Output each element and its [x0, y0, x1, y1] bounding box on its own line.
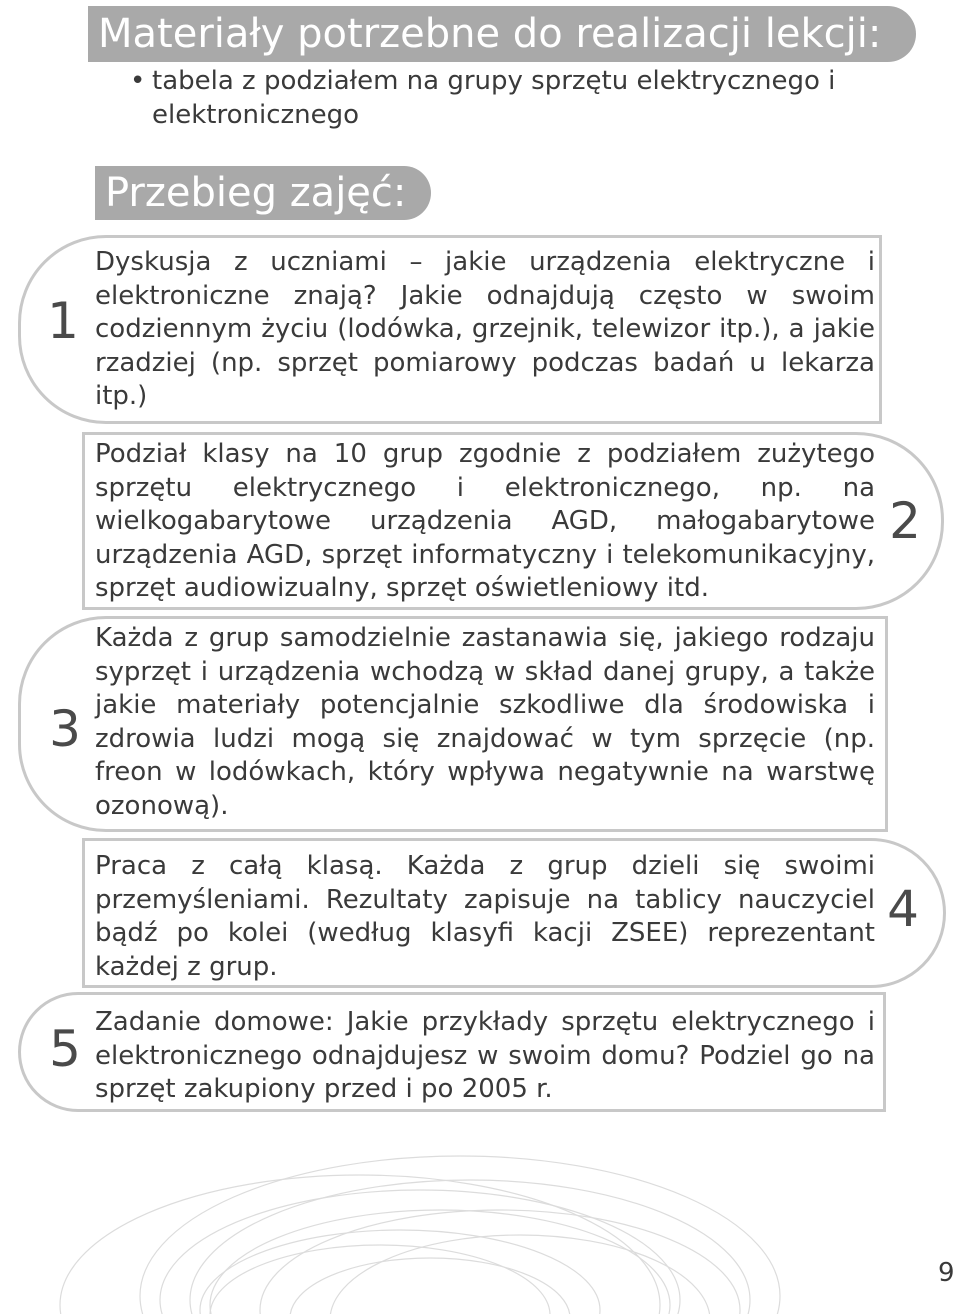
step-3-text: Każda z grup samodzielnie zastanawia się, jakiego rodzaju syprzęt i urządzenia wchodzą w skład danej grupy, a także jakie materiały potencjalnie szkodliwe dla środowiska i zdrowia ludzi mogą się znajdować w tym sprzęcie (np. freon w lodówkach, który wpływa negatywnie na warstwę ozonową). [95, 623, 875, 821]
page-number: 9 [938, 1258, 955, 1288]
step-3-number: 3 [49, 700, 81, 758]
course-header: Przebieg zajęć: [95, 166, 431, 220]
materials-header: Materiały potrzebne do realizacji lekcji: [88, 6, 916, 62]
materials-item-text: tabela z podziałem na grupy sprzętu elektrycznego i elektronicznego [152, 66, 836, 130]
materials-list-item [130, 64, 850, 132]
step-4-text: Praca z całą klasą. Każda z grup dzieli się swoimi przemyśleniami. Rezultaty zapisuje na tablicy nauczyciel bądź po kolei (według klasyfi kacji ZSEE) reprezentant każdej z grup. [95, 851, 875, 982]
step-1-text: Dyskusja z uczniami – jakie urządzenia elektryczne i elektroniczne znają? Jakie odnajdują często w swoim codziennym życiu (lodówka, grzejnik, telewizor itp.), a jakie rzadziej (np. sprzęt pomiarowy podczas badań u lekarza itp.) [95, 247, 875, 411]
step-2-text: Podział klasy na 10 grup zgodnie z podziałem zużytego sprzętu elektrycznego i elektronicznego, np. na wielkogabarytowe urządzenia AGD, małogabarytowe urządzenia AGD, sprzęt informatyczny i telekomunikacyjny, sprzęt audiowizualny, sprzęt oświetleniowy itd. [95, 439, 875, 603]
step-5-text: Zadanie domowe: Jakie przykłady sprzętu elektrycznego i elektronicznego odnajdujesz w swoim domu? Podziel go na sprzęt zakupiony przed i po 2005 r. [95, 1007, 875, 1104]
bullet-icon: • [130, 66, 146, 96]
step-5-number: 5 [49, 1020, 81, 1078]
step-4-number: 4 [887, 880, 919, 938]
step-2-number: 2 [889, 492, 921, 550]
step-1-number: 1 [47, 292, 79, 350]
